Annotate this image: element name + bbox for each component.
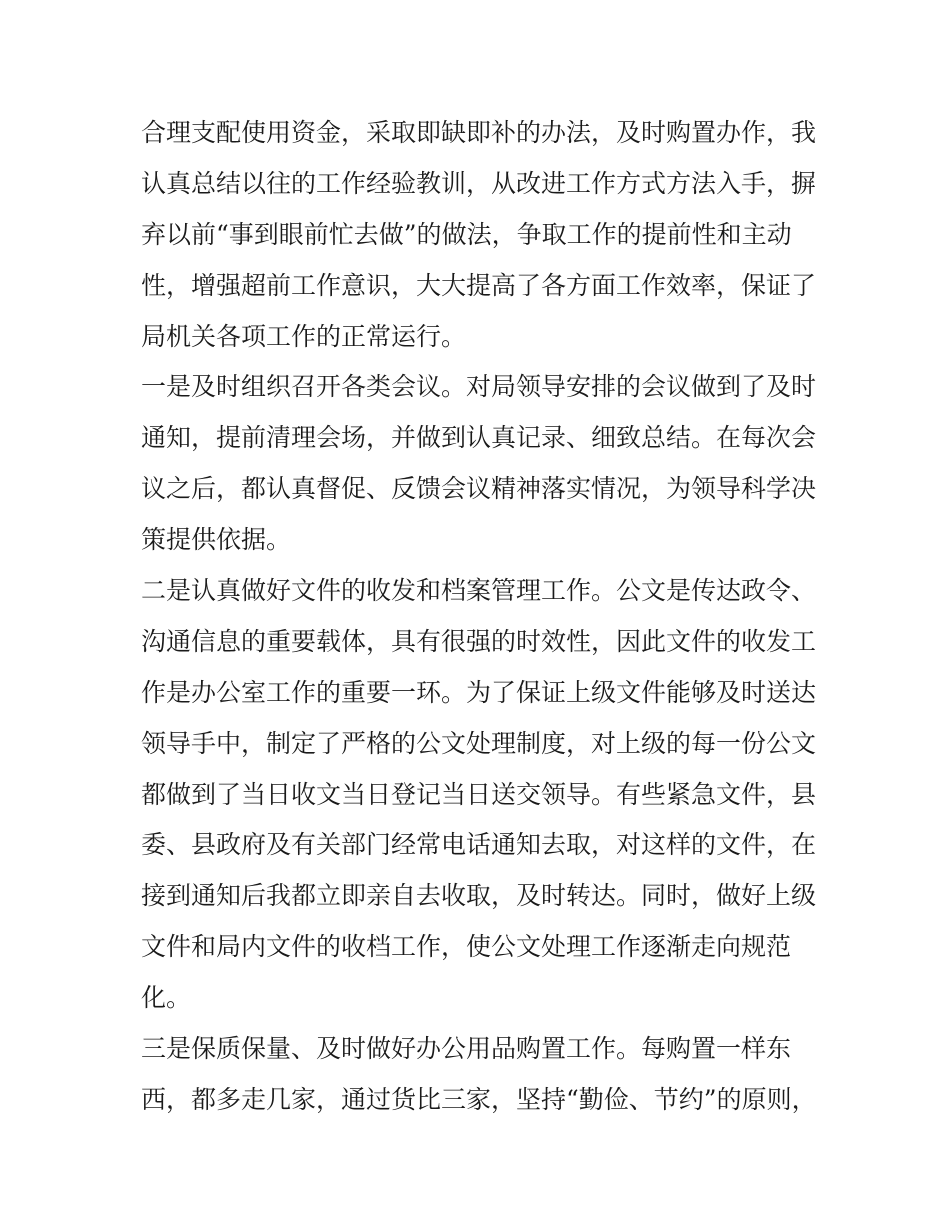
text-line-16: 接到通知后我都立即亲自去收取，及时转达。同时，做好上级	[141, 881, 817, 911]
text-line-12: 作是办公室工作的重要一环。为了保证上级文件能够及时送达	[141, 677, 817, 707]
text-line-19: 三是保质保量、及时做好办公用品购置工作。每购置一样东	[141, 1034, 792, 1064]
text-line-2: 认真总结以往的工作经验教训，从改进工作方式方法入手，摒	[141, 168, 817, 198]
text-line-6: 一是及时组织召开各类会议。对局领导安排的会议做到了及时	[141, 372, 817, 402]
text-line-4: 性，增强超前工作意识，大大提高了各方面工作效率，保证了	[141, 270, 817, 300]
body-text	[141, 108, 817, 1126]
text-line-8: 议之后，都认真督促、反馈会议精神落实情况，为领导科学决	[141, 474, 817, 504]
text-line-3: 弃以前“事到眼前忙去做”的做法，争取工作的提前性和主动	[141, 219, 792, 249]
text-line-13: 领导手中，制定了严格的公文处理制度，对上级的每一份公文	[141, 728, 817, 758]
text-line-15: 委、县政府及有关部门经常电话通知去取，对这样的文件，在	[141, 830, 817, 860]
text-line-5: 局机关各项工作的正常运行。	[141, 321, 467, 351]
text-line-1: 合理支配使用资金，采取即缺即补的办法，及时购置办作，我	[141, 118, 817, 147]
text-line-17: 文件和局内文件的收档工作，使公文处理工作逐渐走向规范	[141, 932, 792, 962]
text-line-10: 二是认真做好文件的收发和档案管理工作。公文是传达政令、	[141, 576, 817, 606]
text-line-7: 通知，提前清理会场，并做到认真记录、细致总结。在每次会	[141, 423, 817, 453]
text-line-14: 都做到了当日收文当日登记当日送交领导。有些紧急文件，县	[141, 779, 817, 809]
text-line-9: 策提供依据。	[141, 525, 292, 555]
text-line-11: 沟通信息的重要载体，具有很强的时效性，因此文件的收发工	[141, 626, 817, 656]
text-line-18: 化。	[141, 983, 192, 1013]
text-line-20: 西，都多走几家，通过货比三家，坚持“勤俭、节约”的原则，	[141, 1084, 817, 1114]
